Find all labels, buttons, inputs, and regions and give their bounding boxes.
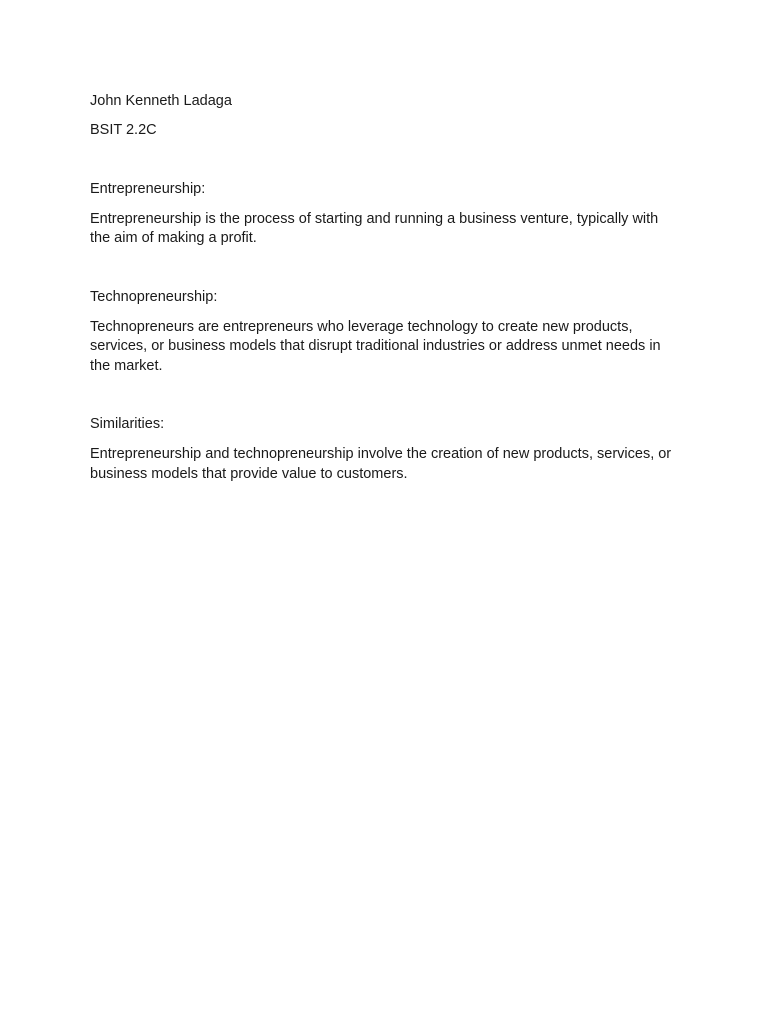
section-heading: Entrepreneurship:	[90, 180, 206, 197]
section-heading: Similarities:	[90, 416, 165, 432]
section-similarities	[90, 415, 690, 484]
section-heading: Technopreneurship:	[90, 288, 218, 305]
section-body: Technopreneurs are entrepreneurs who leverage technology to create new products, services, or business models that disrupt traditional industries or address unmet needs in the market.	[90, 318, 661, 374]
section-body: Entrepreneurship and technopreneurship involve the creation of new products, services, or business models that provide value to customers.	[90, 446, 672, 482]
course-section: BSIT 2.2C	[90, 122, 157, 138]
section-entrepreneurship	[90, 180, 690, 249]
author-name: John Kenneth Ladaga	[90, 93, 232, 109]
section-technopreneurship	[90, 288, 690, 377]
document-content	[90, 92, 690, 484]
section-body: Entrepreneurship is the process of starting and running a business venture, typically with the aim of making a profit.	[90, 210, 659, 246]
